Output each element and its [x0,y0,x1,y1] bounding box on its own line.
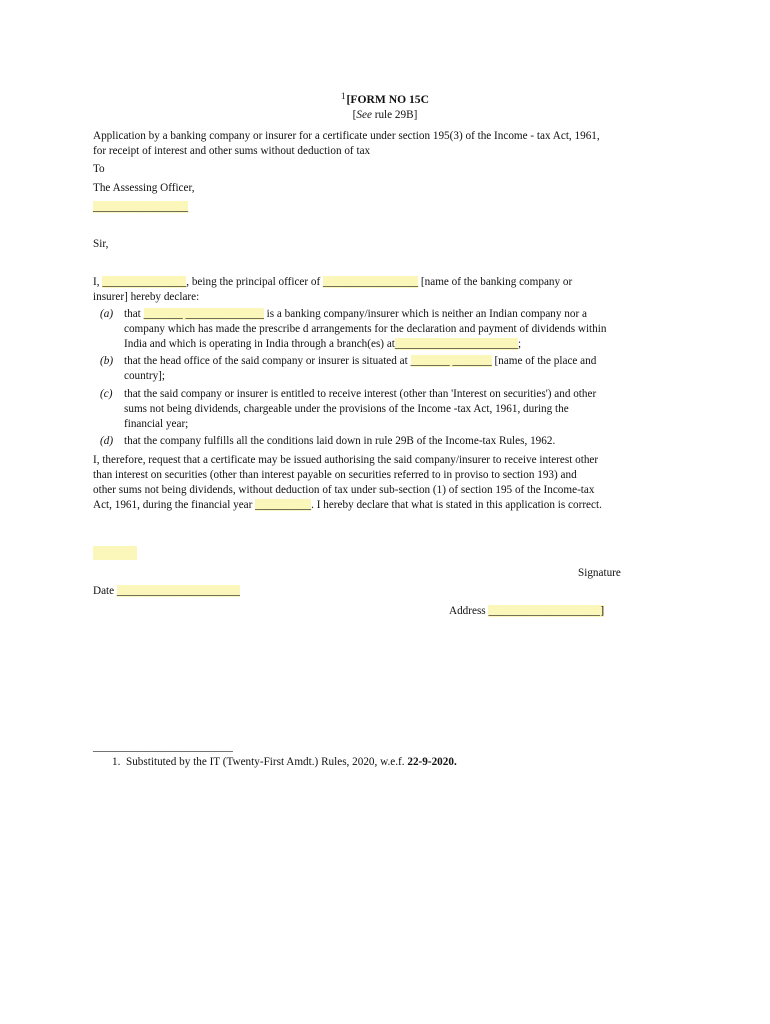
clause-text [124,387,680,432]
intro-line-1: Application by a banking company or insurer for a certificate under section 195(3) of the Income - tax Act, 1961, [93,130,600,142]
declaration-line-2: insurer] hereby declare: [93,291,200,304]
form-subtitle: [See rule 29B] [352,109,418,121]
declaration-suffix: [name of the banking company or [418,276,573,288]
clause-label: (b) [100,355,114,367]
clause-a [100,307,680,352]
salutation: Sir, [93,238,109,250]
subtitle-see: See [356,109,372,121]
clause-c-line-2: sums not being dividends, chargeable under the provisions of the Income -tax Act, 1961, during the [124,403,569,416]
assessing-officer-label: The Assessing Officer, [93,182,195,194]
clause-label: (d) [100,435,114,447]
date-field[interactable]: ______________________ [116,585,240,597]
clause-c [100,387,680,432]
place-field[interactable] [93,546,137,560]
footnote-number: 1. [112,756,121,768]
title-text: [FORM NO 15C [346,93,429,106]
assessing-officer-field[interactable] [93,200,188,215]
declaration-prefix: I, [93,276,103,288]
request-line-2: than interest on securities (other than interest payable on securities referred to in proviso to section 193) and [93,469,577,482]
clause-text [124,307,680,352]
clause-a-line-2: company which has made the prescribe d arrangements for the declaration and payment of dividends within [124,323,607,336]
clause-b-line-2: country]; [124,370,166,383]
branch-field[interactable]: ______________________ [394,338,518,351]
footnote-separator: _________________________ [93,741,233,753]
assessing-officer-blank[interactable]: _________________ [93,201,189,213]
declaration-line-1 [93,275,683,290]
clause-a-text-3: India and which is operating in India through a branch(es) at [124,338,395,351]
clause-b-text-1: [name of the place and [491,355,597,367]
footnote [112,755,457,770]
request-line-4 [93,498,685,513]
clause-label: (a) [100,308,114,320]
request-paragraph [93,453,685,513]
clause-a-line-3 [124,337,680,352]
officer-name-field[interactable]: _______________ [102,276,187,288]
date-row [93,584,240,599]
clause-c-line-3: financial year; [124,418,189,431]
footnote-marker: 1 [341,91,346,101]
clause-label: (c) [100,388,113,400]
date-label: Date [93,585,117,597]
intro-line-2: for receipt of interest and other sums without deduction of tax [93,145,371,158]
clause-d [100,434,680,449]
clause-text [124,434,680,449]
form-title [0,90,770,108]
intro-paragraph [93,129,693,159]
request-line-4-pre: Act, 1961, during the financial year [93,499,256,512]
company-name-field[interactable]: _________________ [323,276,419,288]
address-label: Address [449,605,489,617]
clause-b-line-1 [124,354,680,369]
request-line-1: I, therefore, request that a certificate may be issued authorising the said company/insurer to receive interest other [93,454,599,466]
declaration-paragraph [93,275,683,305]
request-line-4-post: . I hereby declare that what is stated in this application is correct. [311,499,602,512]
company-field[interactable]: _______ ______________ [143,308,264,320]
subtitle-rule: rule 29B] [371,109,418,121]
clause-a-pre: that [124,308,144,320]
clause-c-line-1: that the said company or insurer is entitled to receive interest (other than 'Interest on securities') and other [124,388,597,400]
address-bracket: ] [600,605,605,617]
address-field[interactable]: ____________________ [488,605,601,617]
financial-year-field[interactable]: __________ [255,499,312,512]
clause-a-line-1 [124,307,680,322]
to-label: To [93,163,105,175]
footnote-text: Substituted by the IT (Twenty-First Amdt.) Rules, 2020, w.e.f. [125,756,408,768]
clause-a-end: ; [517,338,522,351]
clause-d-line-1: that the company fulfills all the conditions laid down in rule 29B of the Income-tax Rules, 1962. [124,435,556,447]
clause-b-pre: that the head office of the said company or insurer is situated at [124,355,411,367]
clause-b [100,354,680,384]
clause-a-text-1: is a banking company/insurer which is neither an Indian company nor a [263,308,587,320]
clause-text [124,354,680,384]
request-line-3: other sums not being dividends, without deduction of tax under sub-section (1) of section 195 of the Income-tax [93,484,595,497]
footnote-date: 22-9-2020. [407,756,457,768]
address-row [449,604,604,619]
signature-label: Signature [578,567,621,579]
declaration-middle: , being the principal officer of [186,276,324,288]
head-office-field[interactable]: _______ _______ [410,355,492,367]
